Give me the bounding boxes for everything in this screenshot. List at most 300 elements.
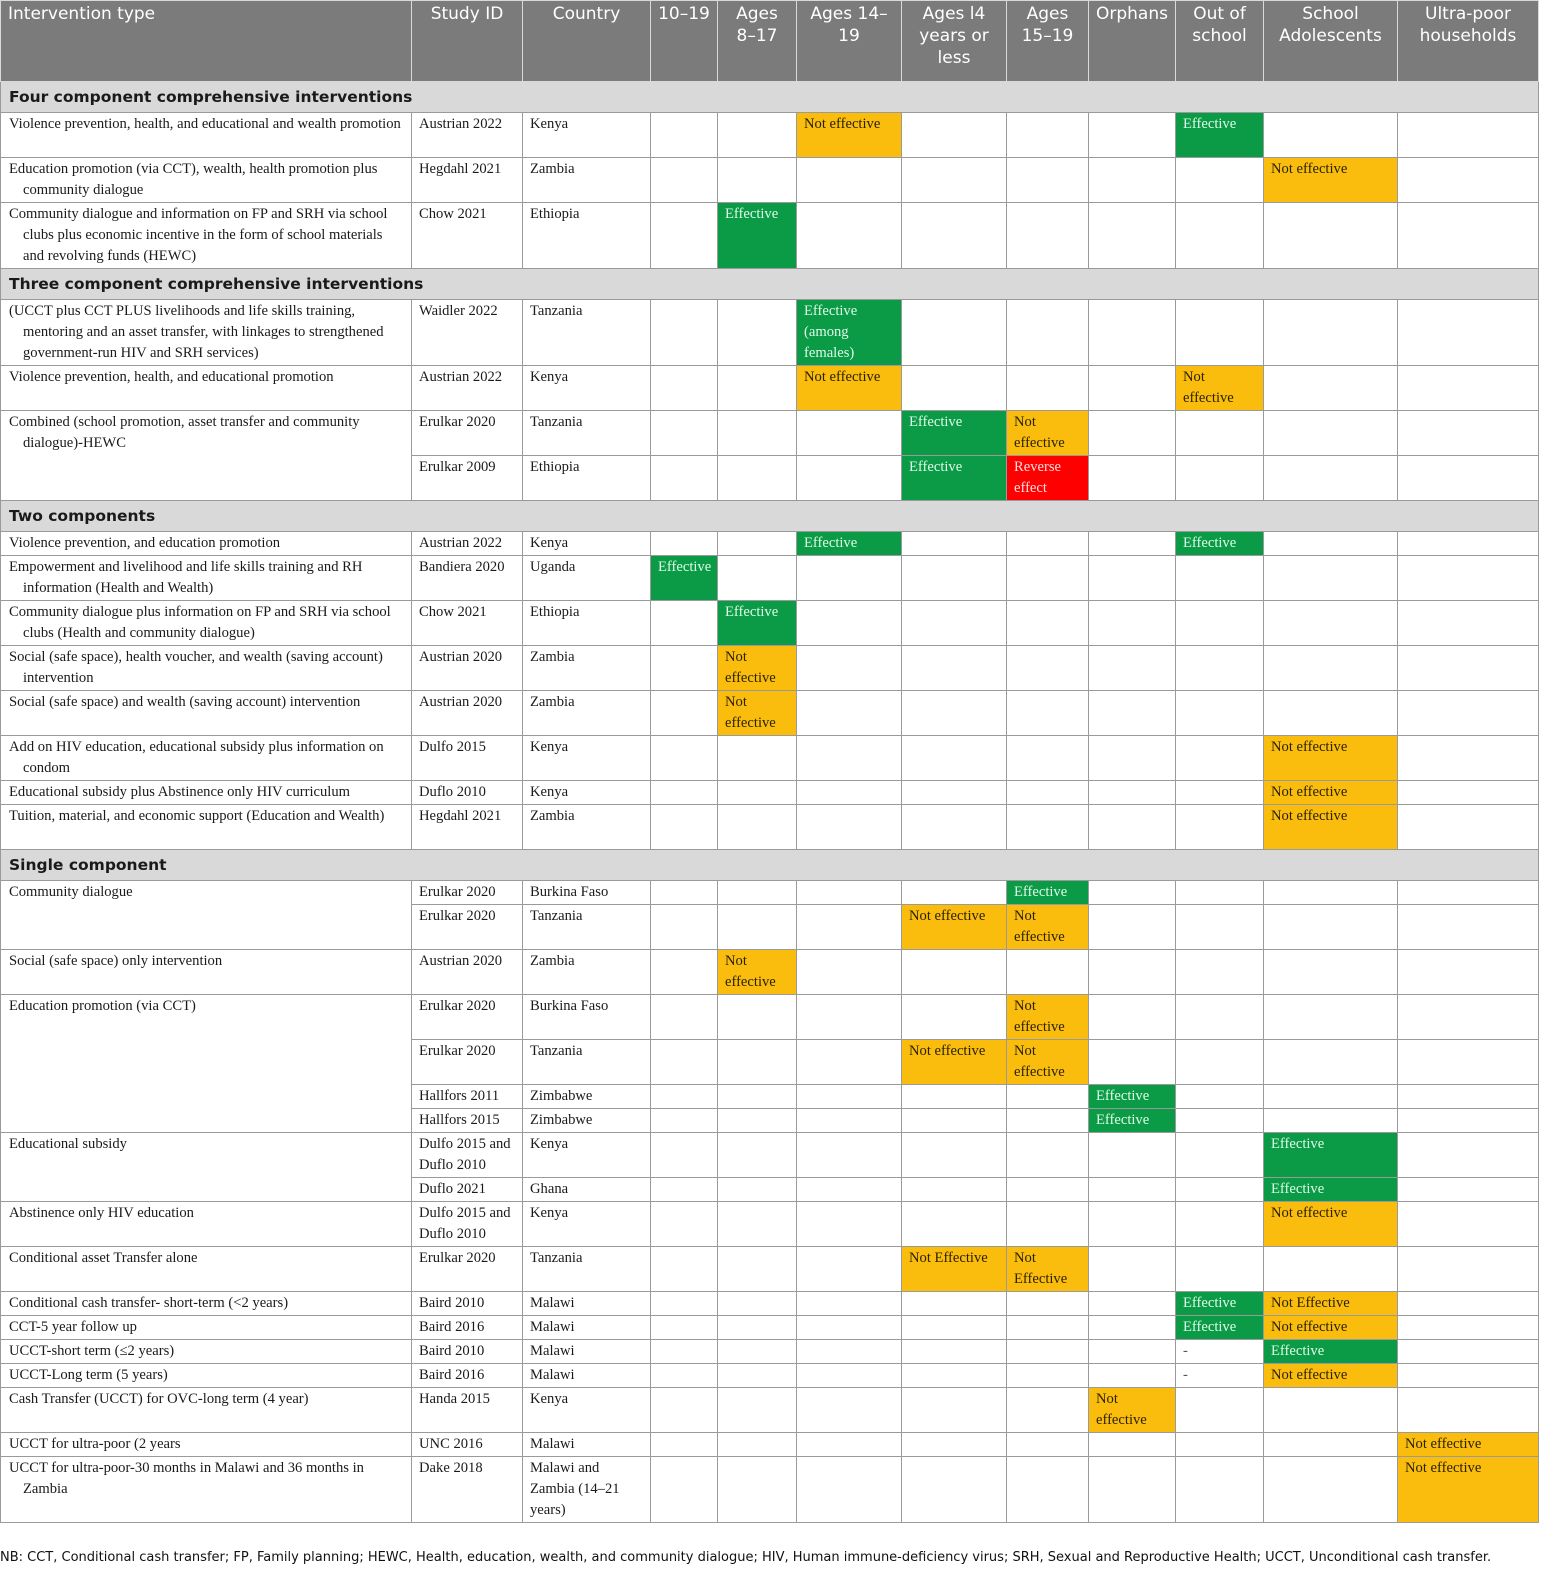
empty-cell: [1007, 1457, 1089, 1523]
study-id-cell: Dulfo 2015 and Duflo 2010: [412, 1133, 523, 1178]
empty-cell: [797, 601, 902, 646]
country-cell: Zambia: [523, 158, 651, 203]
intervention-type-cell: [1, 411, 412, 501]
intervention-type-cell: [1, 113, 412, 158]
empty-cell: [1089, 1457, 1176, 1523]
empty-cell: [651, 1247, 718, 1292]
empty-cell: [1089, 456, 1176, 501]
empty-cell: [1264, 556, 1398, 601]
empty-cell: [1007, 1109, 1089, 1133]
empty-cell: [651, 532, 718, 556]
table-row: [1, 411, 1539, 456]
empty-cell: [1398, 113, 1539, 158]
intervention-type-text: CCT-5 year follow up: [9, 1319, 137, 1335]
country-cell: Zambia: [523, 950, 651, 995]
intervention-type-cell: [1, 691, 412, 736]
empty-cell: [1398, 411, 1539, 456]
study-id-cell: Handa 2015: [412, 1388, 523, 1433]
empty-cell: [1089, 158, 1176, 203]
not-effective-cell: Not effective: [797, 113, 902, 158]
effective-cell: Effective: [1089, 1085, 1176, 1109]
empty-cell: [1398, 1133, 1539, 1178]
empty-cell: [1007, 1316, 1089, 1340]
table-row: [1, 203, 1539, 269]
country-cell: Malawi and Zambia (14–21 years): [523, 1457, 651, 1523]
empty-cell: [651, 456, 718, 501]
empty-cell: [1398, 805, 1539, 850]
empty-cell: [1398, 1247, 1539, 1292]
effective-cell: Effective: [902, 456, 1007, 501]
study-id-cell: Austrian 2022: [412, 532, 523, 556]
intervention-type-cell: [1, 1316, 412, 1340]
effective-cell: Effective: [651, 556, 718, 601]
empty-cell: [902, 1133, 1007, 1178]
empty-cell: [1264, 1388, 1398, 1433]
section-row: [1, 501, 1539, 532]
country-cell: Kenya: [523, 1388, 651, 1433]
intervention-type-text: Community dialogue and information on FP and SRH via school clubs plus economic incentive in the form of school materials and revolving funds (HEWC): [9, 206, 388, 264]
empty-cell: [651, 1040, 718, 1085]
effective-cell: Effective: [1264, 1340, 1398, 1364]
empty-cell: [1089, 532, 1176, 556]
intervention-type-text: Add on HIV education, educational subsidy plus information on condom: [9, 739, 384, 776]
empty-cell: [1089, 300, 1176, 366]
empty-cell: [797, 1433, 902, 1457]
study-id-cell: Chow 2021: [412, 203, 523, 269]
empty-cell: [1398, 556, 1539, 601]
empty-cell: [902, 1457, 1007, 1523]
empty-cell: [1089, 366, 1176, 411]
not-effective-cell: Not effective: [1007, 905, 1089, 950]
table-row: [1, 113, 1539, 158]
empty-cell: [651, 736, 718, 781]
empty-cell: [718, 1292, 797, 1316]
intervention-type-text: UCCT-Long term (5 years): [9, 1367, 168, 1383]
empty-cell: [651, 1292, 718, 1316]
effective-cell: Effective: [797, 532, 902, 556]
empty-cell: [902, 950, 1007, 995]
empty-cell: [902, 805, 1007, 850]
table-row: [1, 995, 1539, 1040]
not-effective-cell: Not effective: [1007, 1040, 1089, 1085]
empty-cell: [1398, 203, 1539, 269]
intervention-type-cell: [1, 1433, 412, 1457]
empty-cell: [651, 203, 718, 269]
col-header-ages-14-19: Ages 14–19: [797, 1, 902, 82]
empty-cell: [1176, 1433, 1264, 1457]
country-cell: Ghana: [523, 1178, 651, 1202]
empty-cell: [718, 113, 797, 158]
study-id-cell: Austrian 2020: [412, 691, 523, 736]
country-cell: Malawi: [523, 1340, 651, 1364]
empty-cell: [1176, 411, 1264, 456]
empty-cell: [718, 300, 797, 366]
empty-cell: [1264, 995, 1398, 1040]
empty-cell: [1398, 646, 1539, 691]
empty-cell: [1176, 905, 1264, 950]
empty-cell: [1089, 1433, 1176, 1457]
intervention-type-cell: [1, 300, 412, 366]
table-row: [1, 1364, 1539, 1388]
table-row: [1, 805, 1539, 850]
empty-cell: [1264, 1109, 1398, 1133]
effective-cell: Effective: [718, 203, 797, 269]
table-row: [1, 881, 1539, 905]
empty-cell: [1264, 1040, 1398, 1085]
empty-cell: [1176, 1202, 1264, 1247]
empty-cell: [902, 1388, 1007, 1433]
empty-cell: [797, 1247, 902, 1292]
not-effective-cell: Not effective: [1007, 411, 1089, 456]
empty-cell: [1007, 1178, 1089, 1202]
table-row: [1, 1457, 1539, 1523]
intervention-type-text: Empowerment and livelihood and life skills training and RH information (Health and Wealth): [9, 559, 363, 596]
empty-cell: [902, 1364, 1007, 1388]
intervention-type-text: Conditional cash transfer- short-term (<2 years): [9, 1295, 289, 1311]
empty-cell: [1176, 1178, 1264, 1202]
empty-cell: [718, 1085, 797, 1109]
not-effective-cell: Not Effective: [902, 1247, 1007, 1292]
empty-cell: [797, 1316, 902, 1340]
table-row: [1, 1202, 1539, 1247]
empty-cell: [718, 1340, 797, 1364]
empty-cell: [797, 1457, 902, 1523]
empty-cell: [1398, 1388, 1539, 1433]
empty-cell: [902, 1340, 1007, 1364]
intervention-type-cell: [1, 556, 412, 601]
empty-cell: [797, 781, 902, 805]
empty-cell: [1264, 203, 1398, 269]
empty-cell: [1176, 158, 1264, 203]
effective-cell: Effective: [1176, 113, 1264, 158]
intervention-type-cell: [1, 203, 412, 269]
empty-cell: [718, 1178, 797, 1202]
empty-cell: [1089, 950, 1176, 995]
empty-cell: [1264, 1247, 1398, 1292]
empty-cell: [1264, 300, 1398, 366]
not-effective-cell: Not effective: [1264, 805, 1398, 850]
empty-cell: [902, 1433, 1007, 1457]
intervention-type-cell: [1, 532, 412, 556]
no-data-cell: -: [1176, 1364, 1264, 1388]
empty-cell: [718, 905, 797, 950]
section-title: Single component: [1, 850, 1539, 881]
empty-cell: [651, 995, 718, 1040]
country-cell: Kenya: [523, 366, 651, 411]
empty-cell: [651, 411, 718, 456]
empty-cell: [1398, 1085, 1539, 1109]
empty-cell: [1176, 1247, 1264, 1292]
empty-cell: [902, 781, 1007, 805]
empty-cell: [902, 113, 1007, 158]
empty-cell: [797, 1085, 902, 1109]
empty-cell: [1089, 646, 1176, 691]
study-id-cell: Dake 2018: [412, 1457, 523, 1523]
not-effective-cell: Not effective: [902, 1040, 1007, 1085]
intervention-type-text: (UCCT plus CCT PLUS livelihoods and life skills training, mentoring and an asset transfer, with linkages to strengthened government-run HIV and SRH services): [9, 303, 384, 361]
empty-cell: [1176, 203, 1264, 269]
intervention-type-text: Community dialogue: [9, 884, 133, 900]
no-data-cell: -: [1176, 1340, 1264, 1364]
empty-cell: [797, 1133, 902, 1178]
intervention-type-text: Tuition, material, and economic support (Education and Wealth): [9, 808, 385, 824]
intervention-type-cell: [1, 950, 412, 995]
not-effective-cell: Not effective: [718, 950, 797, 995]
empty-cell: [797, 1388, 902, 1433]
empty-cell: [902, 300, 1007, 366]
empty-cell: [1176, 1133, 1264, 1178]
empty-cell: [902, 556, 1007, 601]
country-cell: Malawi: [523, 1433, 651, 1457]
empty-cell: [1176, 805, 1264, 850]
empty-cell: [651, 300, 718, 366]
empty-cell: [1264, 1457, 1398, 1523]
empty-cell: [1398, 300, 1539, 366]
country-cell: Zimbabwe: [523, 1109, 651, 1133]
empty-cell: [1007, 646, 1089, 691]
intervention-type-text: Community dialogue plus information on FP and SRH via school clubs (Health and community dialogue): [9, 604, 391, 641]
not-effective-cell: Not effective: [718, 646, 797, 691]
empty-cell: [1176, 691, 1264, 736]
study-id-cell: Hegdahl 2021: [412, 158, 523, 203]
empty-cell: [651, 691, 718, 736]
not-effective-cell: Not effective: [718, 691, 797, 736]
empty-cell: [1398, 1292, 1539, 1316]
table-row: [1, 1133, 1539, 1178]
table-row: [1, 691, 1539, 736]
table-body: [1, 82, 1539, 1523]
intervention-type-cell: [1, 1457, 412, 1523]
empty-cell: [1089, 881, 1176, 905]
empty-cell: [651, 1340, 718, 1364]
intervention-type-text: Violence prevention, health, and educational promotion: [9, 369, 334, 385]
intervention-type-text: Violence prevention, and education promotion: [9, 535, 281, 551]
empty-cell: [797, 1178, 902, 1202]
empty-cell: [1007, 950, 1089, 995]
empty-cell: [651, 1202, 718, 1247]
country-cell: Burkina Faso: [523, 995, 651, 1040]
empty-cell: [1007, 805, 1089, 850]
empty-cell: [1264, 646, 1398, 691]
intervention-type-cell: [1, 1340, 412, 1364]
empty-cell: [1398, 1316, 1539, 1340]
empty-cell: [1264, 905, 1398, 950]
study-id-cell: Duflo 2010: [412, 781, 523, 805]
empty-cell: [1089, 1247, 1176, 1292]
empty-cell: [651, 950, 718, 995]
empty-cell: [1398, 1340, 1539, 1364]
empty-cell: [1007, 1133, 1089, 1178]
table-row: [1, 158, 1539, 203]
study-id-cell: Baird 2016: [412, 1364, 523, 1388]
empty-cell: [1264, 532, 1398, 556]
empty-cell: [1007, 601, 1089, 646]
effective-cell: Effective: [1176, 1316, 1264, 1340]
study-id-cell: Waidler 2022: [412, 300, 523, 366]
empty-cell: [651, 781, 718, 805]
empty-cell: [1089, 1133, 1176, 1178]
empty-cell: [1176, 950, 1264, 995]
intervention-type-text: Social (safe space), health voucher, and wealth (saving account) intervention: [9, 649, 383, 686]
empty-cell: [1398, 1040, 1539, 1085]
empty-cell: [1264, 366, 1398, 411]
study-id-cell: Erulkar 2020: [412, 411, 523, 456]
effective-cell: Effective: [1176, 1292, 1264, 1316]
empty-cell: [1089, 113, 1176, 158]
empty-cell: [1398, 1109, 1539, 1133]
country-cell: Tanzania: [523, 411, 651, 456]
empty-cell: [1089, 1364, 1176, 1388]
table-row: [1, 366, 1539, 411]
empty-cell: [1264, 691, 1398, 736]
empty-cell: [1176, 456, 1264, 501]
intervention-type-text: Educational subsidy plus Abstinence only HIV curriculum: [9, 784, 351, 800]
empty-cell: [797, 1292, 902, 1316]
study-id-cell: Erulkar 2020: [412, 1040, 523, 1085]
col-header-study-id: Study ID: [412, 1, 523, 82]
intervention-type-text: Social (safe space) only intervention: [9, 953, 223, 969]
empty-cell: [902, 1292, 1007, 1316]
study-id-cell: Erulkar 2020: [412, 1247, 523, 1292]
intervention-type-cell: [1, 1364, 412, 1388]
empty-cell: [902, 1316, 1007, 1340]
empty-cell: [797, 905, 902, 950]
empty-cell: [797, 805, 902, 850]
intervention-type-text: Cash Transfer (UCCT) for OVC-long term (4 year): [9, 1391, 309, 1407]
intervention-type-text: Education promotion (via CCT), wealth, health promotion plus community dialogue: [9, 161, 378, 198]
empty-cell: [1176, 1109, 1264, 1133]
empty-cell: [1089, 805, 1176, 850]
empty-cell: [1089, 1316, 1176, 1340]
effective-cell: Effective (among females): [797, 300, 902, 366]
empty-cell: [651, 1133, 718, 1178]
intervention-type-text: UCCT-short term (≤2 years): [9, 1343, 175, 1359]
intervention-type-cell: [1, 736, 412, 781]
empty-cell: [1264, 1433, 1398, 1457]
not-effective-cell: Not Effective: [1264, 1292, 1398, 1316]
empty-cell: [718, 995, 797, 1040]
not-effective-cell: Not effective: [797, 366, 902, 411]
empty-cell: [797, 881, 902, 905]
empty-cell: [651, 1433, 718, 1457]
intervention-type-cell: [1, 366, 412, 411]
study-id-cell: Erulkar 2020: [412, 881, 523, 905]
col-header-ages-14-or-less: Ages l4 years or less: [902, 1, 1007, 82]
intervention-type-cell: [1, 1202, 412, 1247]
empty-cell: [1007, 556, 1089, 601]
table-footnote: NB: CCT, Conditional cash transfer; FP, Family planning; HEWC, Health, education, wealth, and community dialogue; HIV, Human immune-deficiency virus; SRH, Sexual and Reproductive Health; UCCT, Unconditional cash transfer.: [0, 1550, 1492, 1565]
country-cell: Tanzania: [523, 300, 651, 366]
empty-cell: [718, 805, 797, 850]
table-row: [1, 1433, 1539, 1457]
empty-cell: [718, 1202, 797, 1247]
intervention-type-text: Social (safe space) and wealth (saving account) intervention: [9, 694, 361, 710]
not-effective-cell: Not effective: [1264, 781, 1398, 805]
empty-cell: [797, 158, 902, 203]
intervention-type-cell: [1, 881, 412, 950]
empty-cell: [1398, 158, 1539, 203]
empty-cell: [1398, 366, 1539, 411]
not-effective-cell: Not effective: [1264, 736, 1398, 781]
empty-cell: [902, 1178, 1007, 1202]
section-title: Two components: [1, 501, 1539, 532]
empty-cell: [1089, 995, 1176, 1040]
empty-cell: [718, 781, 797, 805]
empty-cell: [1089, 411, 1176, 456]
not-effective-cell: Not effective: [1398, 1457, 1539, 1523]
study-id-cell: Hallfors 2011: [412, 1085, 523, 1109]
intervention-type-cell: [1, 1388, 412, 1433]
empty-cell: [797, 556, 902, 601]
table-row: [1, 556, 1539, 601]
effective-cell: Effective: [1264, 1178, 1398, 1202]
empty-cell: [1089, 781, 1176, 805]
col-header-out-of-school: Out of school: [1176, 1, 1264, 82]
empty-cell: [1176, 601, 1264, 646]
empty-cell: [1007, 113, 1089, 158]
empty-cell: [1398, 1364, 1539, 1388]
section-title: Three component comprehensive interventions: [1, 269, 1539, 300]
table-row: [1, 532, 1539, 556]
empty-cell: [902, 691, 1007, 736]
empty-cell: [1398, 1178, 1539, 1202]
table-row: [1, 646, 1539, 691]
country-cell: Tanzania: [523, 1040, 651, 1085]
empty-cell: [718, 1133, 797, 1178]
study-id-cell: Duflo 2021: [412, 1178, 523, 1202]
table-row: [1, 781, 1539, 805]
empty-cell: [797, 691, 902, 736]
country-cell: Ethiopia: [523, 456, 651, 501]
empty-cell: [902, 203, 1007, 269]
empty-cell: [1007, 203, 1089, 269]
empty-cell: [1007, 1433, 1089, 1457]
empty-cell: [651, 1457, 718, 1523]
study-id-cell: Hegdahl 2021: [412, 805, 523, 850]
not-effective-cell: Not effective: [1089, 1388, 1176, 1433]
empty-cell: [1007, 1292, 1089, 1316]
empty-cell: [651, 1109, 718, 1133]
empty-cell: [797, 1040, 902, 1085]
col-header-intervention-type: Intervention type: [1, 1, 412, 82]
empty-cell: [1398, 736, 1539, 781]
empty-cell: [797, 203, 902, 269]
empty-cell: [1264, 456, 1398, 501]
intervention-type-text: Educational subsidy: [9, 1136, 127, 1152]
empty-cell: [797, 950, 902, 995]
empty-cell: [651, 881, 718, 905]
intervention-type-text: UCCT for ultra-poor (2 years: [9, 1436, 181, 1452]
empty-cell: [718, 1457, 797, 1523]
empty-cell: [718, 532, 797, 556]
not-effective-cell: Not effective: [1398, 1433, 1539, 1457]
table-row: [1, 1292, 1539, 1316]
reverse-effect-cell: Reverse effect: [1007, 456, 1089, 501]
empty-cell: [902, 881, 1007, 905]
empty-cell: [651, 158, 718, 203]
empty-cell: [1089, 556, 1176, 601]
empty-cell: [1007, 691, 1089, 736]
empty-cell: [1007, 158, 1089, 203]
empty-cell: [1398, 1202, 1539, 1247]
empty-cell: [1089, 736, 1176, 781]
empty-cell: [1176, 1040, 1264, 1085]
empty-cell: [1176, 881, 1264, 905]
empty-cell: [797, 995, 902, 1040]
country-cell: Kenya: [523, 532, 651, 556]
country-cell: Malawi: [523, 1364, 651, 1388]
empty-cell: [1264, 113, 1398, 158]
